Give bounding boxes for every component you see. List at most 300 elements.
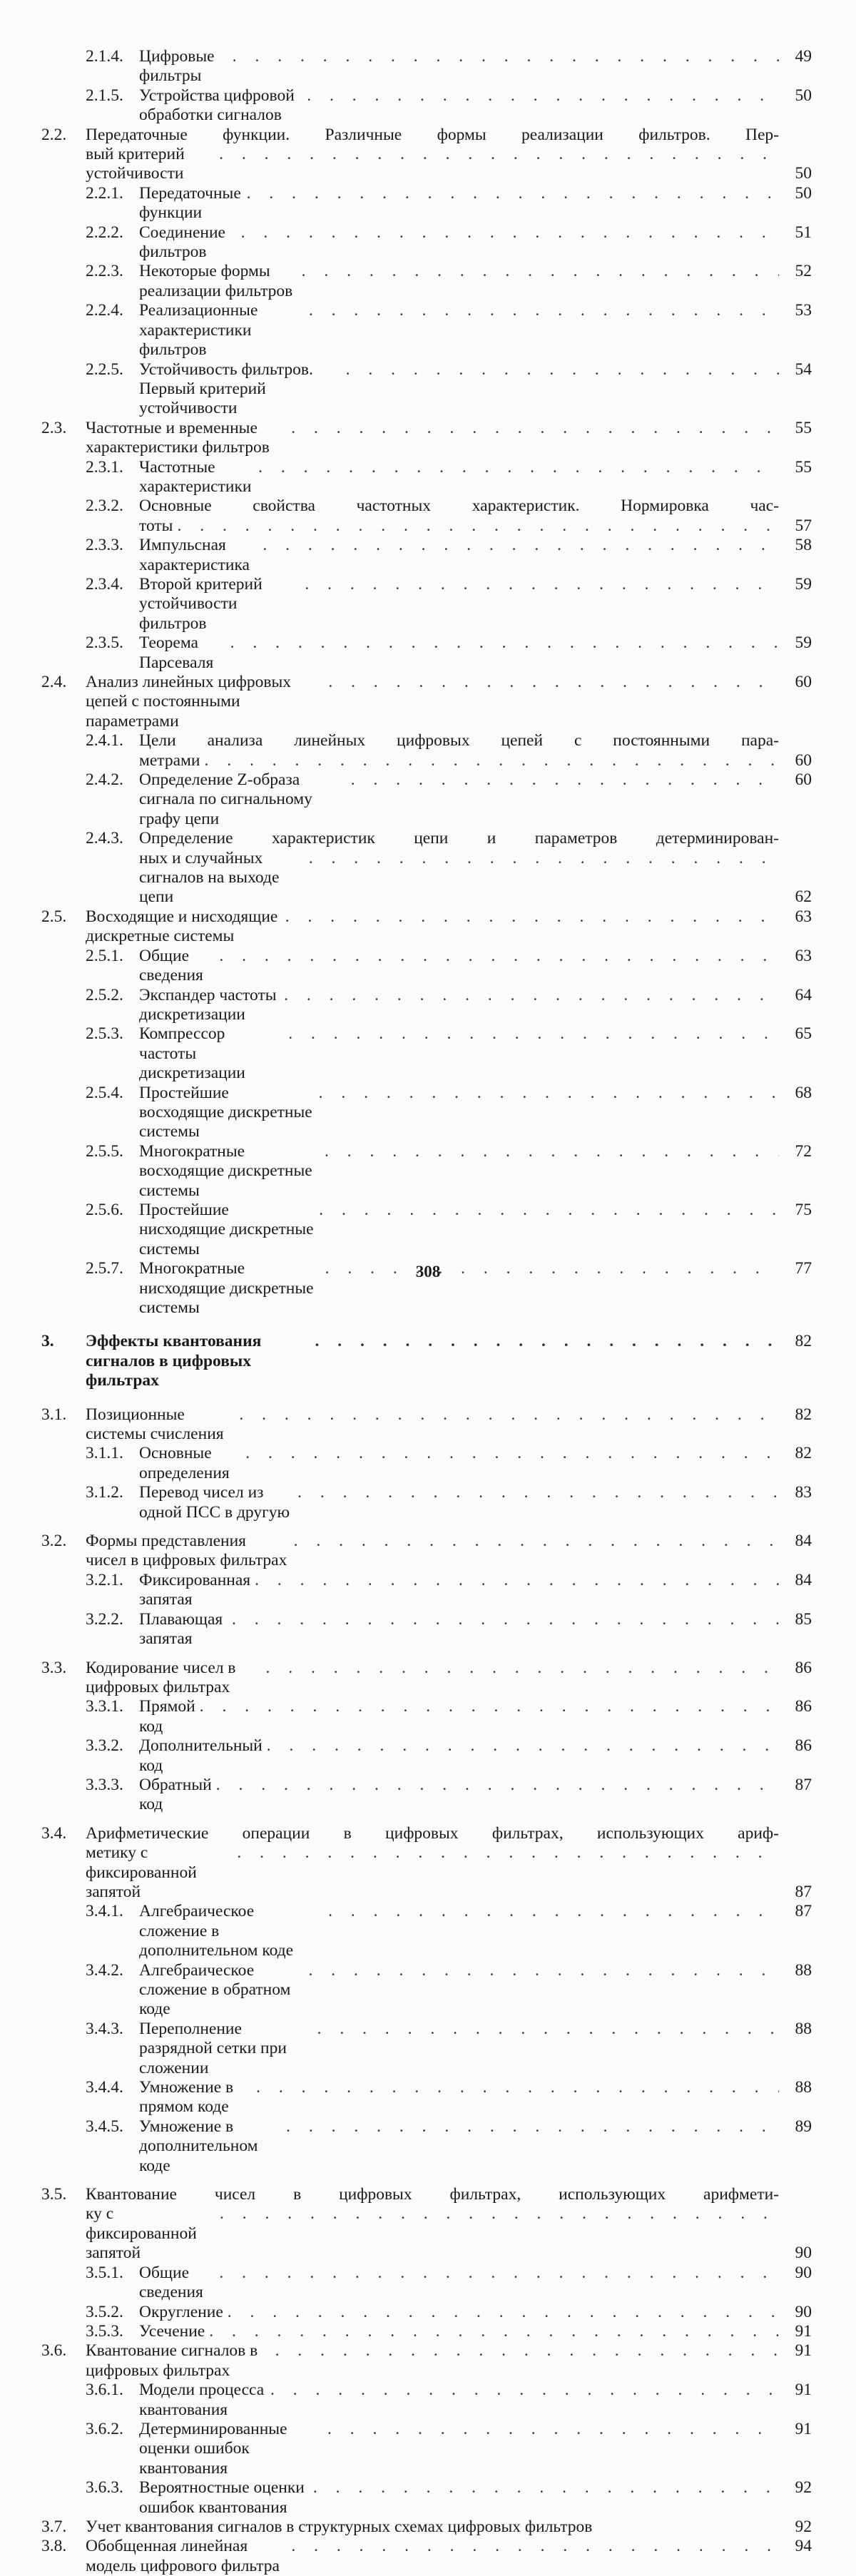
dot-leader — [258, 458, 779, 477]
toc-subsection — [41, 2078, 812, 2117]
toc-entry-number: 2.2.1. — [86, 183, 123, 203]
toc-entry-page: 72 — [795, 1141, 812, 1161]
dot-leader — [319, 1201, 779, 1220]
toc-subsection — [41, 1084, 812, 1142]
toc-subsection — [41, 47, 812, 86]
toc-entry-page: 77 — [795, 1259, 812, 1278]
toc-entry-page: 59 — [795, 633, 812, 653]
toc-entry-title — [139, 770, 779, 829]
toc-entry-page: 91 — [795, 2419, 812, 2438]
toc-entry-page: 92 — [795, 2478, 812, 2498]
toc-entry-title — [139, 1610, 779, 1649]
toc-entry-number: 3.6.3. — [86, 2478, 123, 2498]
toc-entry-number: 3.4.5. — [86, 2117, 123, 2136]
toc-entry-number: 3.6.1. — [86, 2381, 123, 2400]
toc-entry-page: 88 — [795, 2078, 812, 2097]
toc-entry-page: 54 — [795, 360, 812, 379]
toc-entry-page: 86 — [795, 1658, 812, 1677]
dot-leader — [351, 770, 779, 790]
dot-leader — [205, 751, 780, 770]
toc-subsection — [41, 986, 812, 1025]
dot-leader — [209, 2322, 779, 2341]
toc-entry-title-text: Вероятностные оценки ошибок квантования — [139, 2478, 305, 2517]
toc-entry-title-text: Алгебраическое сложение в дополнительном коде — [139, 1902, 294, 1960]
toc-entry-number: 3.4.4. — [86, 2078, 123, 2097]
toc-entry-title-text: Прямой код — [139, 1697, 195, 1736]
toc-section — [41, 2185, 812, 2264]
toc-entry-title-text: Теорема Парсеваля — [139, 633, 214, 672]
toc-entry-title — [139, 2381, 779, 2420]
toc-subsection — [41, 1776, 812, 1815]
dot-leader — [220, 2204, 779, 2224]
toc-subsection — [41, 947, 812, 986]
toc-entry-title-text: Умножение в дополнительном коде — [139, 2117, 258, 2175]
toc-entry-number: 3.8. — [41, 2537, 67, 2556]
toc-entry-title — [139, 1776, 779, 1815]
toc-entry-title-continuation: ку с фиксированной запятой — [86, 2204, 197, 2263]
toc-entry-number: 3.5.3. — [86, 2321, 123, 2341]
toc-entry-title — [139, 2020, 779, 2078]
toc-entry-number: 2.3.1. — [86, 457, 123, 477]
toc-entry-number: 2.2. — [41, 125, 67, 144]
toc-entry-number: 3.3. — [41, 1658, 67, 1677]
toc-section — [41, 1532, 812, 1571]
toc-entry-title — [139, 301, 779, 360]
toc-section — [41, 2341, 812, 2381]
toc-entry-page: 83 — [795, 1483, 812, 1502]
dot-leader — [200, 1697, 779, 1716]
toc-entry-title — [86, 419, 779, 458]
toc-entry-page: 94 — [795, 2537, 812, 2556]
toc-entry-page: 55 — [795, 418, 812, 437]
toc-chapter — [41, 1332, 812, 1390]
toc-subsection — [41, 2478, 812, 2518]
toc-entry-title-text: Фиксированная запятая — [139, 1570, 251, 1609]
toc-entry-title — [139, 1961, 779, 2020]
toc-subsection — [41, 2381, 812, 2420]
toc-entry-number: 2.5.7. — [86, 1259, 123, 1278]
dot-leader — [263, 536, 779, 555]
toc-entry-page: 51 — [795, 223, 812, 242]
dot-leader — [327, 2420, 779, 2439]
toc-entry-title — [139, 2117, 779, 2176]
toc-entry-page: 87 — [795, 1882, 812, 1901]
toc-entry-title-text: Общие сведения — [139, 2263, 203, 2302]
toc-entry-title — [139, 2322, 779, 2341]
toc-entry-page: 55 — [795, 457, 812, 477]
toc-section — [41, 2518, 812, 2537]
toc-subsection — [41, 770, 812, 829]
toc-entry-title — [139, 829, 779, 907]
dot-leader — [288, 1024, 779, 1044]
toc-subsection — [41, 223, 812, 263]
toc-entry-title-text: Эффекты квантования сигналов в цифровых фильтрах — [86, 1332, 262, 1390]
page-number: 308 — [415, 1263, 441, 1281]
toc-entry-title-text: Умножение в прямом коде — [139, 2078, 234, 2117]
toc-entry-title-text: Устройства цифровой обработки сигналов — [139, 86, 295, 125]
toc-entry-title-text: Плавающая запятая — [139, 1609, 223, 1649]
toc-subsection — [41, 1201, 812, 1259]
toc-entry-page: 60 — [795, 750, 812, 770]
toc-section — [41, 1405, 812, 1445]
toc-entry-title-text: Усечение — [139, 2321, 205, 2341]
toc-subsection — [41, 1736, 812, 1776]
toc-subsection — [41, 1444, 812, 1483]
toc-entry-page: 60 — [795, 770, 812, 790]
toc-entry-number: 2.1.4. — [86, 47, 123, 66]
toc-subsection — [41, 829, 812, 907]
toc-entry-title-text: Анализ линейных цифровых цепей с постоянными параметрами — [86, 673, 292, 730]
toc-entry-title-text: Устойчивость фильтров. Первый критерий устойчивости — [139, 360, 313, 418]
toc-entry-title-text: Учет квантования сигналов в структурных схемах цифровых фильтров — [86, 2517, 593, 2536]
toc-subsection — [41, 458, 812, 497]
toc-entry-number: 2.4.3. — [86, 829, 123, 848]
toc-entry-title — [139, 1142, 779, 1201]
toc-entry-title — [86, 2537, 779, 2576]
toc-entry-title-text: Дополнительный код — [139, 1736, 263, 1775]
toc-entry-title-text: Импульсная характеристика — [139, 536, 250, 574]
toc-subsection — [41, 633, 812, 673]
toc-entry-title — [86, 1824, 779, 1903]
toc-entry-title-text: Перевод чисел из одной ПСС в другую — [139, 1483, 290, 1522]
toc-subsection — [41, 575, 812, 633]
toc-entry-title — [139, 633, 779, 673]
toc-entry-page: 84 — [795, 1532, 812, 1551]
dot-leader — [302, 262, 779, 281]
toc-subsection — [41, 1697, 812, 1736]
toc-entry-title-text: Некоторые формы реализации фильтров — [139, 262, 293, 300]
toc-entry-number: 2.4. — [41, 673, 67, 691]
toc-entry-title-text: Реализационные характеристики фильтров — [139, 301, 258, 360]
toc-entry-title — [139, 986, 779, 1025]
toc-entry-title-text: Обратный код — [139, 1775, 212, 1814]
toc-entry-title — [139, 1697, 779, 1736]
toc-entry-number: 2.2.4. — [86, 301, 123, 320]
dot-leader — [309, 301, 779, 320]
dot-leader — [270, 2381, 779, 2400]
toc-entry-title-text: Общие сведения — [139, 946, 203, 985]
toc-section — [41, 1659, 812, 1698]
toc-entry-title-text: Многократные восходящие дискретные системы — [139, 1141, 312, 1200]
toc-entry-number: 2.5.2. — [86, 985, 123, 1004]
dot-leader — [305, 575, 779, 594]
toc-entry-title-text: Многократные нисходящие дискретные системы — [139, 1259, 314, 1317]
toc-entry-number: 2.4.1. — [86, 731, 123, 750]
toc-entry-title-text: Обобщенная линейная модель цифрового фильтра — [86, 2537, 280, 2575]
toc-entry-page: 75 — [795, 1200, 812, 1219]
toc-entry-number: 3.2.1. — [86, 1570, 123, 1589]
toc-entry-number: 3.6.2. — [86, 2419, 123, 2438]
toc-entry-title — [139, 1902, 779, 1960]
toc-entry-title — [139, 575, 779, 633]
dot-leader — [216, 1776, 779, 1795]
toc-entry-number: 3.4.1. — [86, 1902, 123, 1921]
toc-entry-page: 82 — [795, 1444, 812, 1463]
toc-entry-title — [139, 1444, 779, 1483]
toc-entry-title — [86, 2341, 779, 2381]
toc-entry-page: 85 — [795, 1609, 812, 1629]
toc-entry-number: 3.7. — [41, 2517, 67, 2536]
toc-entry-title — [139, 1483, 779, 1522]
dot-leader — [317, 2020, 779, 2039]
toc-entry-title-text: Позиционные системы счисления — [86, 1405, 224, 1444]
toc-entry-title — [139, 536, 779, 575]
toc-entry-title — [139, 458, 779, 497]
dot-leader — [265, 1659, 779, 1678]
dot-leader — [286, 2117, 779, 2137]
toc-subsection — [41, 262, 812, 301]
dot-leader — [319, 1084, 779, 1103]
toc-entry-title — [139, 47, 779, 86]
toc-subsection — [41, 2264, 812, 2303]
toc-entry-title — [139, 2264, 779, 2303]
dot-leader — [241, 223, 779, 243]
toc-entry-title-text: Передаточные функции — [139, 183, 241, 223]
toc-subsection — [41, 360, 812, 419]
toc-entry-page: 57 — [795, 516, 812, 535]
toc-entry-title — [139, 1201, 779, 1259]
toc-entry-number: 2.2.5. — [86, 360, 123, 379]
dot-leader — [255, 1571, 779, 1590]
toc-entry-page: 90 — [795, 2263, 812, 2282]
toc-subsection — [41, 2020, 812, 2078]
toc-entry-number: 3.3.1. — [86, 1697, 123, 1716]
toc-subsection — [41, 184, 812, 223]
toc-entry-page: 50 — [795, 164, 812, 183]
toc-entry-title — [139, 184, 779, 223]
dot-leader — [291, 2537, 779, 2556]
toc-entry-title-text: Детерминированные оценки ошибок квантования — [139, 2419, 287, 2478]
toc-entry-title — [86, 1659, 779, 1698]
toc-entry-title-text: Восходящие и нисходящие дискретные системы — [86, 907, 278, 946]
toc-entry-title — [139, 1736, 779, 1776]
toc-subsection — [41, 1571, 812, 1610]
dot-leader — [328, 1902, 779, 1921]
toc-entry-number: 2.5.4. — [86, 1083, 123, 1102]
toc-entry-number: 3.5. — [41, 2185, 67, 2204]
toc-entry-title-text: Соединение фильтров — [139, 223, 225, 262]
toc-entry-number: 2.5. — [41, 907, 67, 926]
toc-entry-title — [139, 1571, 779, 1610]
toc-entry-page: 62 — [795, 887, 812, 907]
dot-leader — [308, 1961, 779, 1980]
dot-leader — [315, 1332, 779, 1351]
toc-subsection — [41, 497, 812, 536]
toc-section — [41, 419, 812, 458]
toc-entry-page: 50 — [795, 86, 812, 105]
dot-leader — [291, 419, 779, 438]
toc-entry-title-text: Основные определения — [139, 1444, 230, 1482]
dot-leader — [256, 2078, 779, 2097]
toc-entry-number: 2.5.6. — [86, 1200, 123, 1219]
toc-entry-title-text: Модели процесса квантования — [139, 2381, 265, 2419]
toc-entry-title — [139, 731, 779, 770]
toc-subsection — [41, 2322, 812, 2341]
toc-entry-page: 59 — [795, 574, 812, 594]
toc-entry-page: 60 — [795, 673, 812, 691]
toc-entry-number: 3.1. — [41, 1405, 67, 1424]
toc-entry-number: 3.2. — [41, 1532, 67, 1551]
toc-entry-page: 86 — [795, 1697, 812, 1716]
toc-entry-number: 3.3.2. — [86, 1736, 123, 1756]
toc-entry-title — [139, 947, 779, 986]
toc-entry-title — [139, 86, 779, 126]
toc-entry-page: 58 — [795, 536, 812, 555]
toc-entry-page: 91 — [795, 2341, 812, 2361]
toc-entry-title — [86, 2518, 779, 2537]
toc-subsection — [41, 301, 812, 360]
toc-entry-title-text: Второй критерий устойчивости фильтров — [139, 574, 263, 633]
toc-subsection — [41, 86, 812, 126]
toc-entry-title-text: Квантование сигналов в цифровых фильтрах — [86, 2341, 258, 2380]
toc-entry-number: 2.5.3. — [86, 1024, 123, 1044]
toc-entry-page: 53 — [795, 301, 812, 320]
dot-leader — [230, 633, 779, 653]
dot-leader — [313, 2478, 779, 2498]
toc-entry-number: 2.3.2. — [86, 497, 123, 516]
toc-entry-number: 3.2.2. — [86, 1609, 123, 1629]
toc-entry-page: 63 — [795, 907, 812, 926]
toc-entry-number: 3.1.2. — [86, 1483, 123, 1502]
dot-leader — [275, 2341, 779, 2361]
toc-entry-title-continuation: метрами — [139, 750, 200, 770]
toc-entry-title-text: Частотные характеристики — [139, 457, 252, 496]
toc-entry-title-text: Алгебраическое сложение в обратном коде — [139, 1960, 291, 2019]
toc-entry-title-continuation: ных и случайных сигналов на выходе цепи — [139, 848, 280, 907]
toc-entry-number: 2.1.5. — [86, 86, 123, 105]
toc-subsection — [41, 1483, 812, 1522]
toc-subsection — [41, 1610, 812, 1649]
toc-entry-number: 2.5.5. — [86, 1141, 123, 1161]
toc-entry-title — [139, 497, 779, 536]
toc-entry-page: 91 — [795, 2321, 812, 2341]
dot-leader — [325, 1142, 779, 1161]
dot-leader — [219, 947, 779, 966]
toc-entry-title — [86, 1405, 779, 1445]
toc-entry-title-continuation: метику с фиксированной запятой — [86, 1843, 197, 1901]
dot-leader — [233, 47, 779, 66]
toc-entry-title-line: Передаточные функции. Различные формы реализации фильтров. Пер- — [86, 125, 779, 144]
toc-entry-number: 2.3.3. — [86, 536, 123, 555]
dot-leader — [346, 360, 779, 380]
dot-leader — [267, 1736, 779, 1756]
toc-entry-title — [139, 360, 779, 419]
toc-entry-number: 2.3.5. — [86, 633, 123, 653]
toc-entry-number: 2.5.1. — [86, 946, 123, 965]
toc-entry-title — [86, 1532, 779, 1571]
toc-entry-title-line: Цели анализа линейных цифровых цепей с постоянными пара- — [139, 731, 779, 750]
toc-entry-title-text: Цифровые фильтры — [139, 47, 215, 86]
toc-section — [41, 126, 812, 184]
toc-entry-number: 2.2.2. — [86, 223, 123, 242]
toc-subsection — [41, 1024, 812, 1083]
toc-section — [41, 907, 812, 947]
toc-entry-page: 68 — [795, 1083, 812, 1102]
toc-entry-page: 87 — [795, 1902, 812, 1921]
toc-section — [41, 1824, 812, 1903]
toc-entry-page: 64 — [795, 985, 812, 1004]
dot-leader — [297, 1483, 779, 1502]
toc-entry-page: 49 — [795, 47, 812, 66]
toc-entry-number: 3.5.2. — [86, 2302, 123, 2321]
table-of-contents — [41, 47, 812, 2576]
toc-entry-title-line: Определение характеристик цепи и параметров детерминирован- — [139, 829, 779, 848]
dot-leader — [294, 1532, 779, 1551]
toc-entry-page: 91 — [795, 2381, 812, 2400]
toc-subsection — [41, 1142, 812, 1201]
toc-subsection — [41, 536, 812, 575]
toc-entry-title — [139, 2303, 779, 2322]
toc-entry-title-continuation: тоты — [139, 516, 173, 535]
dot-leader — [284, 986, 779, 1005]
toc-entry-title-text: Переполнение разрядной сетки при сложении — [139, 2019, 287, 2077]
toc-entry-title — [86, 126, 779, 184]
toc-entry-number: 3. — [41, 1332, 54, 1351]
toc-entry-title-text: Частотные и временные характеристики фильтров — [86, 418, 270, 457]
dot-leader — [307, 86, 779, 106]
dot-leader — [285, 907, 779, 927]
toc-subsection — [41, 2420, 812, 2478]
toc-entry-title-text: Формы представления чисел в цифровых фильтрах — [86, 1532, 287, 1570]
toc-entry-title — [86, 673, 779, 731]
toc-entry-title-line: Квантование чисел в цифровых фильтрах, использующих арифмети- — [86, 2185, 779, 2204]
toc-entry-title — [86, 2185, 779, 2264]
toc-entry-number: 3.5.1. — [86, 2263, 123, 2282]
toc-entry-title-text: Простейшие восходящие дискретные системы — [139, 1083, 312, 1141]
toc-entry-title-line: Арифметические операции в цифровых фильтрах, использующих ариф- — [86, 1823, 779, 1843]
toc-entry-number: 3.4. — [41, 1823, 67, 1843]
toc-entry-page: 92 — [795, 2517, 812, 2536]
toc-entry-title — [86, 907, 779, 947]
dot-leader — [232, 1610, 779, 1629]
dot-leader — [247, 184, 779, 203]
toc-entry-number: 3.4.3. — [86, 2019, 123, 2038]
toc-entry-title-text: Округление — [139, 2302, 223, 2321]
toc-subsection — [41, 2303, 812, 2322]
toc-entry-title — [139, 1084, 779, 1142]
toc-entry-page: 52 — [795, 262, 812, 281]
toc-entry-page: 82 — [795, 1405, 812, 1424]
dot-leader — [245, 1444, 779, 1463]
toc-entry-number: 3.6. — [41, 2341, 67, 2361]
dot-leader — [309, 849, 779, 868]
toc-entry-page: 63 — [795, 946, 812, 965]
toc-entry-title — [139, 262, 779, 301]
toc-entry-page: 90 — [795, 2244, 812, 2263]
dot-leader — [177, 516, 779, 536]
toc-entry-title-text: Простейшие нисходящие дискретные системы — [139, 1200, 314, 1258]
toc-section — [41, 673, 812, 731]
toc-entry-title-continuation: вый критерий устойчивости — [86, 145, 185, 183]
toc-entry-number: 3.1.1. — [86, 1444, 123, 1463]
toc-entry-title-text: Кодирование чисел в цифровых фильтрах — [86, 1658, 236, 1696]
toc-entry-page: 88 — [795, 1960, 812, 1980]
toc-entry-title — [139, 2478, 779, 2518]
toc-subsection — [41, 1961, 812, 2020]
toc-entry-title — [139, 2420, 779, 2478]
toc-subsection — [41, 1902, 812, 1960]
toc-subsection — [41, 731, 812, 770]
toc-entry-title — [139, 2078, 779, 2117]
toc-entry-page: 90 — [795, 2302, 812, 2321]
toc-entry-title-text: Компрессор частоты дискретизации — [139, 1024, 245, 1083]
toc-entry-number: 2.2.3. — [86, 262, 123, 281]
toc-entry-page: 82 — [795, 1332, 812, 1351]
toc-entry-number: 3.4.2. — [86, 1960, 123, 1980]
toc-entry-page: 87 — [795, 1775, 812, 1794]
toc-entry-title-line: Основные свойства частотных характеристик. Нормировка час- — [139, 497, 779, 516]
dot-leader — [328, 673, 779, 692]
